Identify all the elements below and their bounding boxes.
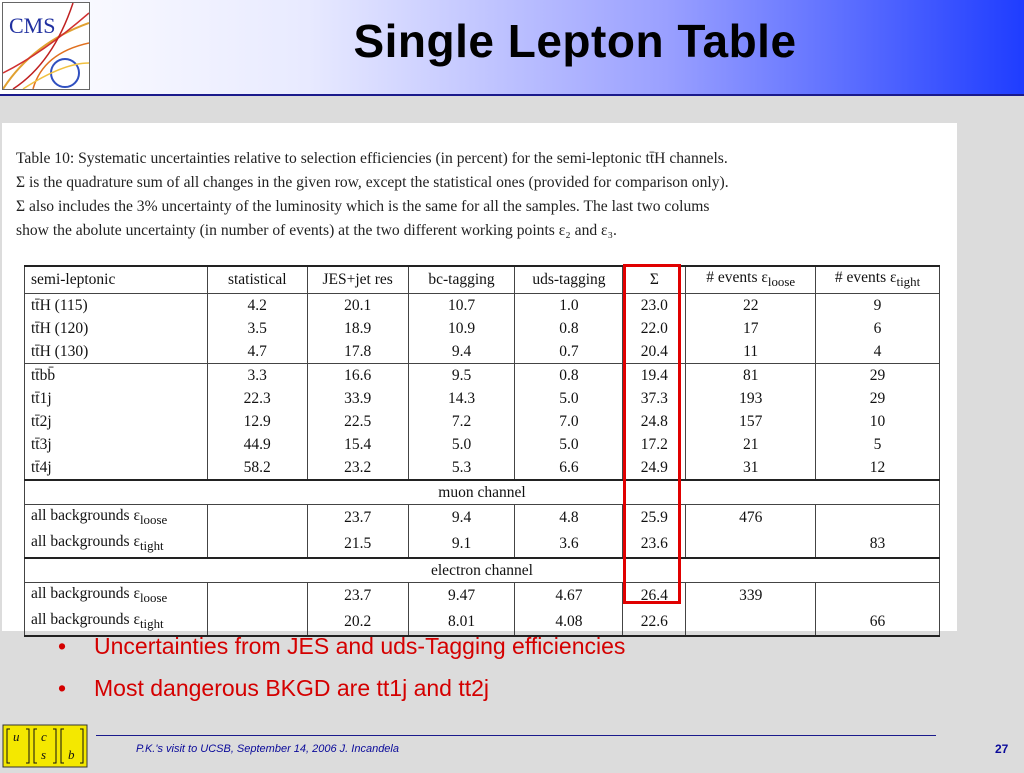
svg-text:CMS: CMS — [9, 13, 56, 38]
footer-text: P.K.'s visit to UCSB, September 14, 2006 J. Incandela — [136, 743, 399, 755]
table-cell: 22.3 — [207, 387, 307, 410]
ucsb-logo — [2, 724, 88, 768]
caption-line: Σ also includes the 3% uncertainty of the luminosity which is the same for all the samples. The last two colums — [16, 198, 710, 215]
table-cell: 0.7 — [515, 340, 623, 364]
table-cell: 31 — [686, 456, 816, 480]
row-label: tt̄3j — [25, 433, 208, 456]
row-label-sub: tight — [139, 538, 164, 554]
table-cell: 83 — [816, 531, 940, 558]
bullet-item — [58, 674, 625, 716]
table-cell: 4 — [816, 340, 940, 364]
column-header: JES+jet res — [307, 266, 408, 294]
caption-line: Σ is the quadrature sum of all changes in the given row, except the statistical ones (provided for comparison only). — [16, 174, 729, 191]
column-header-sub: loose — [767, 274, 796, 290]
row-label-text: all backgrounds ε — [31, 507, 140, 525]
column-header — [816, 266, 940, 294]
table-cell: 3.3 — [207, 364, 307, 388]
table-cell: 14.3 — [408, 387, 515, 410]
table-cell: 6.6 — [515, 456, 623, 480]
table-cell: 3.6 — [515, 531, 623, 558]
row-label-text: all backgrounds ε — [31, 533, 140, 551]
table-cell: 9.47 — [408, 583, 515, 610]
table-cell: 20.1 — [307, 294, 408, 318]
row-label — [25, 531, 208, 558]
table-cell — [686, 609, 816, 636]
table-cell — [816, 583, 940, 610]
table-cell: 9.4 — [408, 340, 515, 364]
table-row — [25, 433, 940, 456]
table-cell: 193 — [686, 387, 816, 410]
table-cell: 23.0 — [623, 294, 686, 318]
column-header: Σ — [623, 266, 686, 294]
svg-text:c: c — [41, 729, 47, 744]
row-label: tt̄H (130) — [25, 340, 208, 364]
table-cell: 26.4 — [623, 583, 686, 610]
table-cell: 5.0 — [515, 433, 623, 456]
table-row — [25, 294, 940, 318]
bullet-text: Most dangerous BKGD are tt1j and tt2j — [94, 675, 490, 701]
table-row — [25, 505, 940, 532]
table-cell: 476 — [686, 505, 816, 532]
bullet-text: Uncertainties from JES and uds-Tagging efficiencies — [94, 633, 626, 659]
cms-logo — [2, 2, 90, 90]
column-header: semi-leptonic — [25, 266, 208, 294]
footer-divider — [96, 735, 936, 736]
table-cell: 3.5 — [207, 317, 307, 340]
table-cell: 17.8 — [307, 340, 408, 364]
column-header: bc-tagging — [408, 266, 515, 294]
table-cell: 17 — [686, 317, 816, 340]
section-label: muon channel — [25, 480, 940, 505]
table-cell: 20.2 — [307, 609, 408, 636]
table-cell: 24.9 — [623, 456, 686, 480]
table-cell: 12 — [816, 456, 940, 480]
table-cell: 339 — [686, 583, 816, 610]
uncertainty-table — [24, 265, 940, 637]
row-label — [25, 583, 208, 610]
table-cell: 11 — [686, 340, 816, 364]
table-image — [2, 123, 957, 631]
table-cell: 44.9 — [207, 433, 307, 456]
table-caption — [16, 147, 951, 243]
row-label: tt̄H (115) — [25, 294, 208, 318]
table-cell: 5.0 — [408, 433, 515, 456]
bullet-dot-icon: • — [58, 675, 67, 701]
bullet-item — [58, 632, 625, 674]
table-cell: 0.8 — [515, 317, 623, 340]
table-cell: 9.4 — [408, 505, 515, 532]
svg-text:b: b — [68, 747, 75, 762]
table-cell: 16.6 — [307, 364, 408, 388]
table-cell: 81 — [686, 364, 816, 388]
table-cell: 4.7 — [207, 340, 307, 364]
section-row — [25, 480, 940, 505]
column-header: statistical — [207, 266, 307, 294]
table-cell: 19.4 — [623, 364, 686, 388]
table-cell: 22.5 — [307, 410, 408, 433]
table-cell: 17.2 — [623, 433, 686, 456]
table-cell: 8.01 — [408, 609, 515, 636]
table-cell: 23.6 — [623, 531, 686, 558]
table-cell: 15.4 — [307, 433, 408, 456]
table-cell: 10.7 — [408, 294, 515, 318]
row-label: tt̄H (120) — [25, 317, 208, 340]
table-cell: 21 — [686, 433, 816, 456]
table-row — [25, 456, 940, 480]
caption-line: show the abolute uncertainty (in number of events) at the two different working points ε₂ and ε₃. — [16, 222, 617, 239]
table-cell: 20.4 — [623, 340, 686, 364]
column-header-text: # events ε — [834, 269, 897, 286]
table-cell: 157 — [686, 410, 816, 433]
table-cell: 23.7 — [307, 505, 408, 532]
page-number: 27 — [995, 742, 1009, 756]
section-row — [25, 558, 940, 583]
table-cell: 10 — [816, 410, 940, 433]
table-cell: 10.9 — [408, 317, 515, 340]
table-header-row — [25, 266, 940, 294]
row-label-sub: tight — [139, 616, 164, 632]
table-cell: 7.2 — [408, 410, 515, 433]
table-cell: 22.6 — [623, 609, 686, 636]
table-cell: 29 — [816, 387, 940, 410]
table-cell: 5.0 — [515, 387, 623, 410]
column-header-text: # events ε — [706, 269, 768, 286]
section-label: electron channel — [25, 558, 940, 583]
table-cell: 6 — [816, 317, 940, 340]
table-row — [25, 583, 940, 610]
table-cell: 21.5 — [307, 531, 408, 558]
bullet-list — [58, 632, 625, 716]
table-cell: 22.0 — [623, 317, 686, 340]
caption-line: Table 10: Systematic uncertainties relative to selection efficiencies (in percent) for the semi-leptonic tt̄H channels. — [16, 150, 728, 167]
table-cell: 9.1 — [408, 531, 515, 558]
table-row — [25, 317, 940, 340]
slide-title: Single Lepton Table — [353, 15, 797, 67]
table-cell: 9.5 — [408, 364, 515, 388]
sigma-column-highlight — [623, 264, 681, 604]
table-cell — [686, 531, 816, 558]
table-cell: 66 — [816, 609, 940, 636]
bullet-dot-icon: • — [58, 633, 67, 659]
row-label-text: all backgrounds ε — [31, 611, 140, 629]
table-cell: 24.8 — [623, 410, 686, 433]
column-header-sub: tight — [896, 274, 921, 290]
table-cell: 4.67 — [515, 583, 623, 610]
row-label-sub: loose — [139, 512, 168, 528]
row-label: tt̄bb̄ — [25, 364, 208, 388]
svg-text:u: u — [13, 729, 20, 744]
table-row — [25, 531, 940, 558]
row-label-text: all backgrounds ε — [31, 585, 140, 603]
table-row — [25, 364, 940, 388]
row-label: tt̄4j — [25, 456, 208, 480]
table-cell — [207, 583, 307, 610]
table-cell: 1.0 — [515, 294, 623, 318]
table-cell: 23.7 — [307, 583, 408, 610]
table-cell — [816, 505, 940, 532]
table-row — [25, 410, 940, 433]
table-cell: 33.9 — [307, 387, 408, 410]
header-divider — [0, 94, 1024, 96]
table-cell: 18.9 — [307, 317, 408, 340]
table-cell: 4.2 — [207, 294, 307, 318]
row-label — [25, 505, 208, 532]
table-cell: 4.08 — [515, 609, 623, 636]
table-cell: 23.2 — [307, 456, 408, 480]
svg-text:s: s — [41, 747, 47, 762]
row-label-sub: loose — [139, 590, 168, 606]
row-label: tt̄2j — [25, 410, 208, 433]
table-cell: 4.8 — [515, 505, 623, 532]
row-label: tt̄1j — [25, 387, 208, 410]
table-cell: 5 — [816, 433, 940, 456]
table-cell: 29 — [816, 364, 940, 388]
table-cell: 25.9 — [623, 505, 686, 532]
column-header — [686, 266, 816, 294]
table-cell — [207, 505, 307, 532]
table-cell: 22 — [686, 294, 816, 318]
table-cell — [207, 531, 307, 558]
table-cell: 7.0 — [515, 410, 623, 433]
table-row — [25, 340, 940, 364]
column-header: uds-tagging — [515, 266, 623, 294]
table-cell: 5.3 — [408, 456, 515, 480]
table-cell: 12.9 — [207, 410, 307, 433]
table-cell: 0.8 — [515, 364, 623, 388]
table-cell: 58.2 — [207, 456, 307, 480]
table-row — [25, 387, 940, 410]
table-cell: 9 — [816, 294, 940, 318]
table-cell: 37.3 — [623, 387, 686, 410]
